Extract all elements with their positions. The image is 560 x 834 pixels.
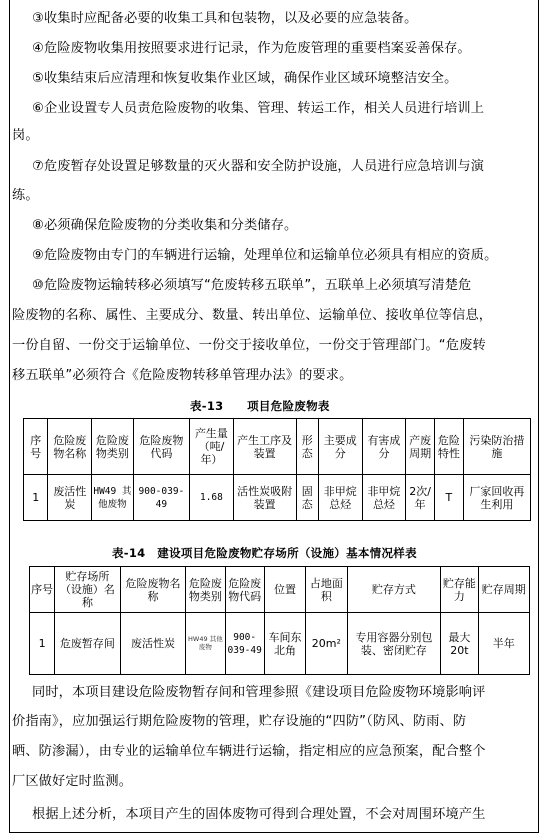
table13-cell: 非甲烷总烃 (318, 475, 362, 521)
table14-header-cell: 序号 (30, 567, 55, 613)
table14-caption: 表-14 建设项目危险废物贮存场所（设施）基本情况样表 (112, 546, 417, 560)
table13-cell: HW49 其他废物 (92, 475, 134, 521)
table13-cell: 厂家回收再生利用 (463, 475, 530, 521)
table14-cell: 专用容器分别包装、密闭贮存 (347, 613, 441, 675)
table14-header-cell: 贮存场所（设施）名称 (55, 567, 121, 613)
para-line: 险废物的名称、属性、主要成分、数量、转出单位、运输单位、接收单位等信息， (12, 308, 493, 323)
table14-header-cell: 危险废物名称 (120, 567, 186, 613)
table14 (29, 566, 530, 675)
table13-cell: 1.68 (190, 475, 234, 521)
table13-header-cell: 产废周期 (406, 419, 435, 475)
table14-header-cell: 贮存方式 (347, 567, 441, 613)
table14-cell: 废活性炭 (120, 613, 186, 675)
para-line: ③收集时应配备必要的收集工具和包装物，以及必要的应急装备。 (32, 11, 418, 26)
para-line: 根据上述分析，本项目产生的固体废物可得到合理处置，不会对周围环境产生 (32, 807, 486, 822)
para-line: ⑥企业设置专人员责危险废物的收集、管理、转运工作，相关人员进行培训上 (32, 101, 485, 116)
para-line: ⑧必须确保危险废物的分类收集和分类储存。 (32, 218, 298, 233)
table14-category-text: HW49 其他废物 (188, 635, 223, 651)
table14-cell: 900-039-49 (225, 613, 264, 675)
table14-cell: 1 (30, 613, 55, 675)
table13-cell: T (435, 475, 464, 521)
table13-header-cell: 污染防治措施 (463, 419, 530, 475)
table13-header-cell: 产生量（吨/年） (190, 419, 234, 475)
para-line: ⑦危废暂存处设置足够数量的灭火器和安全防护设施，人员进行应急培训与演 (32, 159, 485, 174)
table-row (30, 613, 530, 675)
table13-cell: 2次/年 (406, 475, 435, 521)
table14-header-cell: 占地面积 (306, 567, 347, 613)
para-line: 一份自留、一份交于运输单位、一份交于接收单位，一份交于管理部门。“危废转 (12, 338, 486, 353)
table13-cell: 固态 (296, 475, 318, 521)
table14-header-cell: 位置 (264, 567, 305, 613)
table13-cell: 900-039-49 (133, 475, 189, 521)
table13-header-cell: 危险废物类别 (92, 419, 134, 475)
para-line: 同时，本项目建设危险废物暂存间和管理参照《建设项目危险废物环境影响评 (32, 685, 486, 700)
table13-header-cell: 产生工序及装置 (233, 419, 296, 475)
table14-header-cell: 危险废物代码 (225, 567, 264, 613)
table14-header-cell: 危险废物类别 (186, 567, 225, 613)
para-line: 晒、防渗漏），由专业的运输单位车辆进行运输，指定相应的应急预案，配合整个 (12, 744, 486, 759)
table14-header-cell: 贮存周期 (478, 567, 529, 613)
para-line: 练。 (12, 188, 39, 203)
para-line: 移五联单”必须符合《危险废物转移单管理办法》的要求。 (12, 368, 353, 383)
para-line: 厂区做好定时监测。 (12, 774, 133, 789)
table13-cell: 1 (24, 475, 48, 521)
table13-header-cell: 危险特性 (435, 419, 464, 475)
table-row (24, 475, 531, 521)
para-line: 价指南》，应加强运行期危险废物的管理，贮存设施的“四防”（防风、防雨、防 (12, 714, 467, 729)
para-line: ⑩危险废物运输转移必须填写“危废转移五联单”，五联单上必须填写清楚危 (32, 278, 472, 293)
table13-cell: 活性炭吸附装置 (233, 475, 296, 521)
table14-cell: 危废暂存间 (55, 613, 121, 675)
table13-header-cell: 有害成分 (362, 419, 406, 475)
para-line: ⑨危险废物由专门的车辆进行运输，处理单位和运输单位必须具有相应的资质。 (32, 248, 498, 263)
table14-cell: 车间东北角 (264, 613, 305, 675)
table13-header-cell: 危险废物名称 (48, 419, 92, 475)
table13-header-cell: 序号 (24, 419, 48, 475)
table13-cell: 非甲烷总烃 (362, 475, 406, 521)
para-line: ⑤收集结束后应清理和恢复收集作业区域，确保作业区域环境整洁安全。 (32, 71, 458, 86)
table13-caption: 表-13 项目危险废物表 (190, 399, 330, 413)
table14-header-row (30, 567, 530, 613)
para-line: ④危险废物收集用按照要求进行记录，作为危废管理的重要档案妥善保存。 (32, 41, 471, 56)
para-line: 岗。 (12, 128, 39, 143)
table13-header-cell: 形态 (296, 419, 318, 475)
table13-header-cell: 危险废物代码 (133, 419, 189, 475)
table14-cell: 最大20t (441, 613, 478, 675)
table14-cell (186, 613, 225, 675)
table14-cell: 半年 (478, 613, 529, 675)
table13 (23, 418, 531, 521)
table13-header-row (24, 419, 531, 475)
page-frame (9, 0, 539, 833)
table13-cell: 废活性炭 (48, 475, 92, 521)
table14-cell: 20m² (306, 613, 347, 675)
table14-header-cell: 贮存能力 (441, 567, 478, 613)
table13-header-cell: 主要成分 (318, 419, 362, 475)
